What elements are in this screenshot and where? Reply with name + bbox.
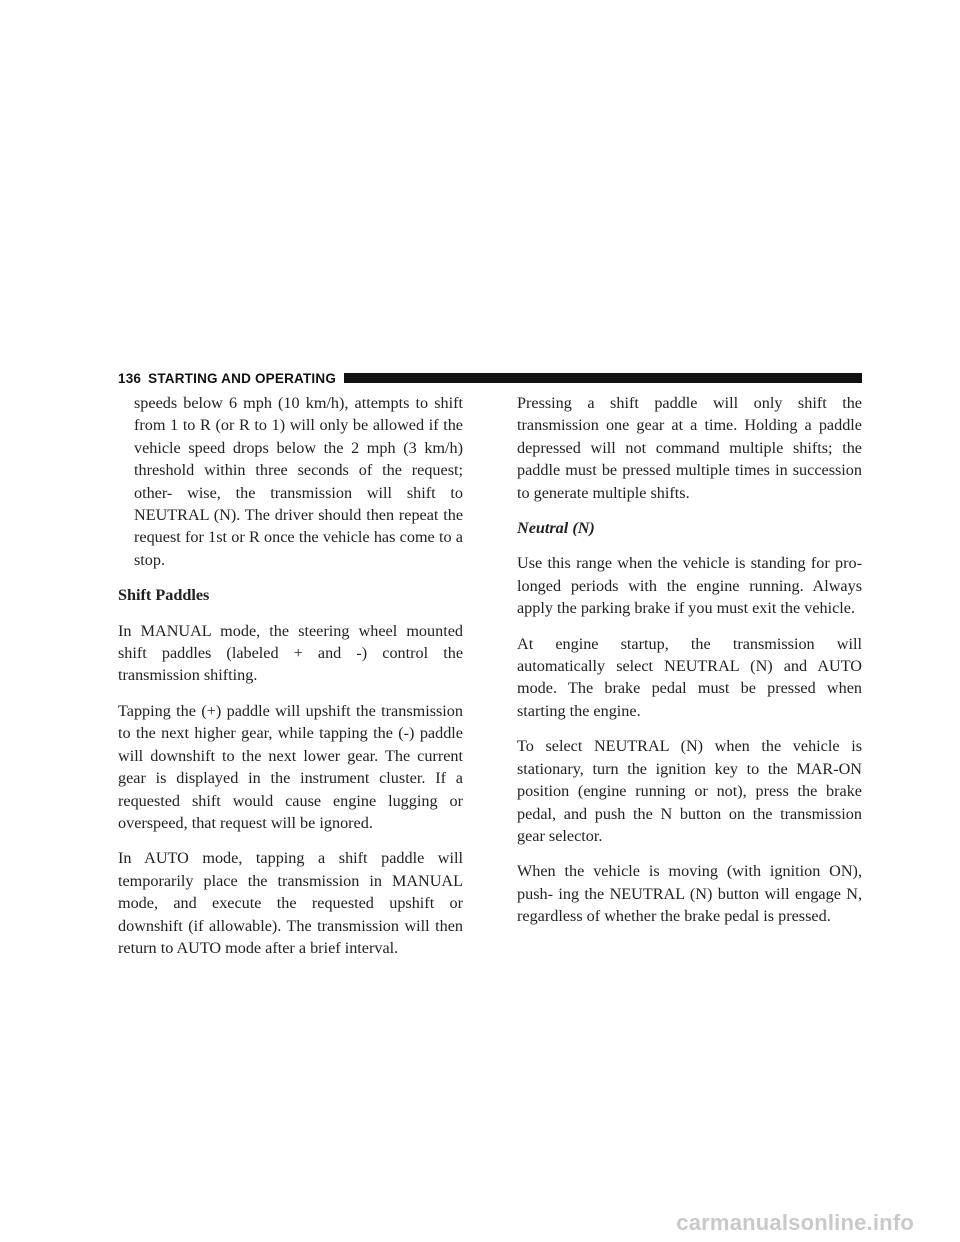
continued-paragraph: speeds below 6 mph (10 km/h), attempts to shift from 1 to R (or R to 1) will only be allowed if the vehicle speed drops below the 2 mph (3 km/h) threshold within three seconds of the request; other- wise, the transmission will shift to NEUTRAL (N). The driver should then repeat the request for 1st or R once the vehicle has come to a stop.	[134, 394, 463, 569]
body-paragraph: In AUTO mode, tapping a shift paddle will temporarily place the transmission in MANUAL mode, and execute the requested upshift or downshift (if allowable). The transmission will then return to AUTO mode after a brief interval.	[118, 849, 463, 957]
body-paragraph: Tapping the (+) paddle will upshift the transmission to the next higher gear, while tapping the (-) paddle will downshift to the next lower gear. The current gear is displayed in the instrument cluster. If a requested shift would cause engine lugging or overspeed, that request will be ignored.	[118, 701, 463, 832]
section-heading-neutral: Neutral (N)	[517, 519, 595, 538]
page-number: 136	[118, 370, 142, 386]
page-header	[118, 369, 862, 387]
watermark: carmanualsonline.info	[676, 1210, 914, 1235]
section-heading-shift-paddles: Shift Paddles	[118, 586, 210, 605]
left-column	[118, 392, 463, 972]
body-paragraph: In MANUAL mode, the steering wheel mounted shift paddles (labeled + and -) control the transmission shifting.	[118, 621, 463, 685]
body-paragraph: When the vehicle is moving (with ignition ON), push- ing the NEUTRAL (N) button will engage N, regardless of whether the brake pedal is pressed.	[517, 862, 862, 926]
right-column	[517, 392, 862, 941]
section-title: STARTING AND OPERATING	[148, 370, 337, 386]
body-paragraph: Pressing a shift paddle will only shift the transmission one gear at a time. Holding a paddle depressed will not command multiple shifts; the paddle must be pressed multiple times in succession to generate multiple shifts.	[517, 394, 862, 502]
body-paragraph: To select NEUTRAL (N) when the vehicle is stationary, turn the ignition key to the MAR-ON position (engine running or not), press the brake pedal, and push the N button on the transmission gear selector.	[517, 737, 862, 845]
body-paragraph: At engine startup, the transmission will automatically select NEUTRAL (N) and AUTO mode. The brake pedal must be pressed when starting the engine.	[517, 634, 862, 720]
body-paragraph: Use this range when the vehicle is standing for pro- longed periods with the engine running. Always apply the parking brake if you must exit the vehicle.	[517, 554, 862, 618]
header-rule	[344, 373, 862, 383]
